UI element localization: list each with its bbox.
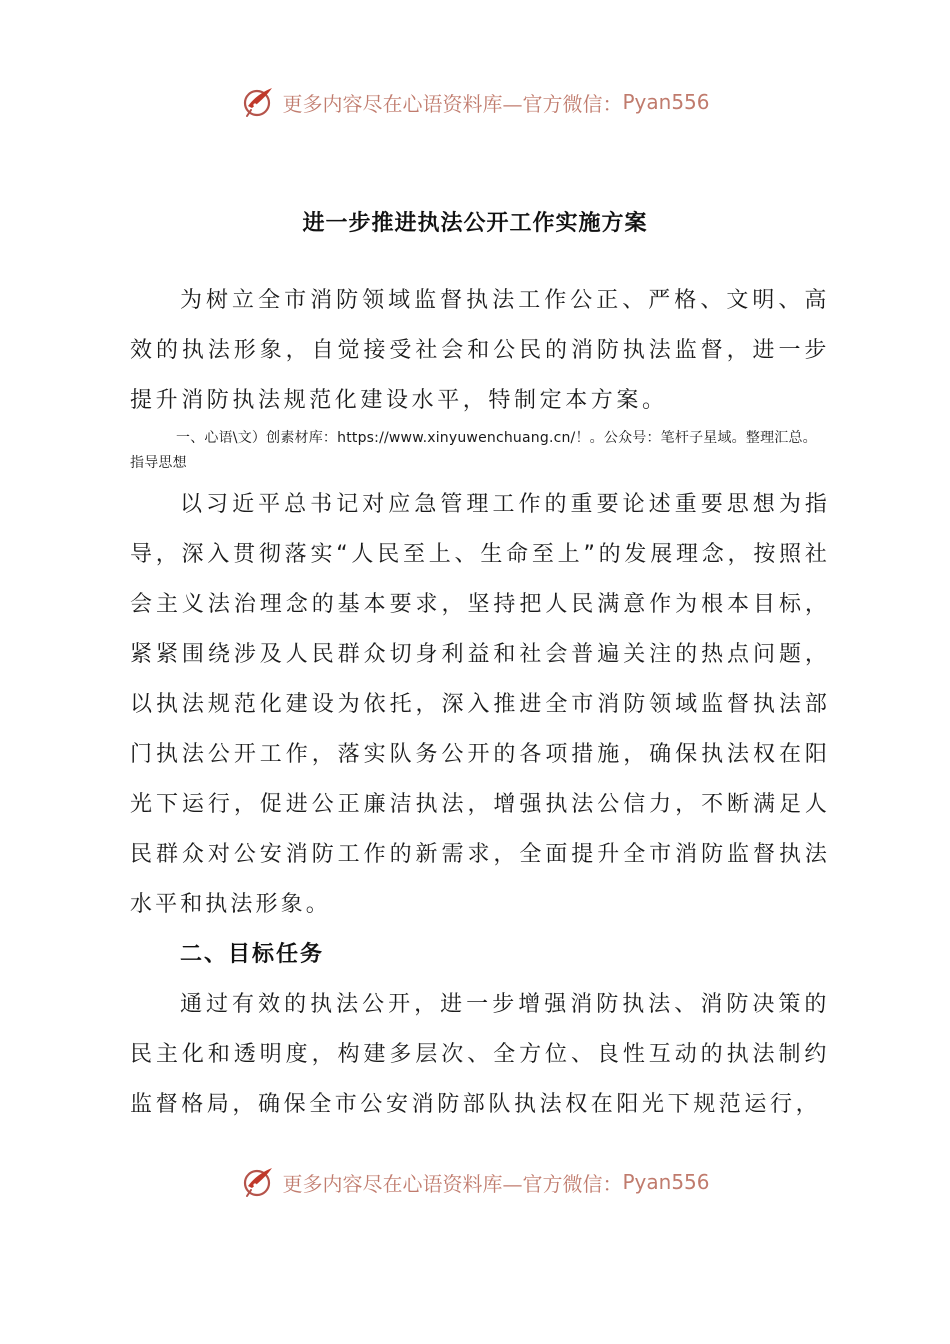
header-watermark [0, 82, 950, 122]
document-title: 进一步推进执法公开工作实施方案 [302, 211, 648, 236]
guiding-thought-paragraph: 以习近平总书记对应急管理工作的重要论述重要思想为指导，深入贯彻落实“人民至上、生命至上”的发展理念，按照社会主义法治理念的基本要求，坚持把人民满意作为根本目标，紧紧围绕涉及人民群众切身利益和社会普遍关注的热点问题，以执法规范化建设为依托，深入推进全市消防领域监督执法部门执法公开工作，落实队务公开的各项措施，确保执法权在阳光下运行，促进公正廉洁执法，增强执法公信力，不断满足人民群众对公安消防工作的新需求，全面提升全市消防监督执法水平和执法形象。 [130, 492, 830, 917]
goals-paragraph: 通过有效的执法公开，进一步增强消防执法、消防决策的民主化和透明度，构建多层次、全方位、良性互动的执法制约监督格局，确保全市公安消防部队执法权在阳光下规范运行， [130, 992, 830, 1117]
quill-pen-logo-icon [240, 84, 276, 120]
watermark-text: 更多内容尽在心语资料库—官方微信： [282, 1171, 623, 1196]
section-heading-goals: 二、目标任务 [180, 942, 325, 967]
watermark-wechat-id: Pyan556 [622, 90, 710, 114]
quill-pen-logo-icon [240, 1164, 276, 1200]
footer-watermark [0, 1162, 950, 1202]
watermark-text: 更多内容尽在心语资料库—官方微信： [282, 91, 623, 116]
source-note: 一、心语\文）创素材库：https://www.xinyuwenchuang.cn/！。公众号：笔杆子星域。整理汇总。指导思想 [130, 430, 817, 471]
document-body [130, 276, 830, 1130]
intro-paragraph: 为树立全市消防领域监督执法工作公正、严格、文明、高效的执法形象，自觉接受社会和公民的消防执法监督，进一步提升消防执法规范化建设水平，特制定本方案。 [130, 288, 830, 413]
watermark-wechat-id: Pyan556 [622, 1170, 710, 1194]
